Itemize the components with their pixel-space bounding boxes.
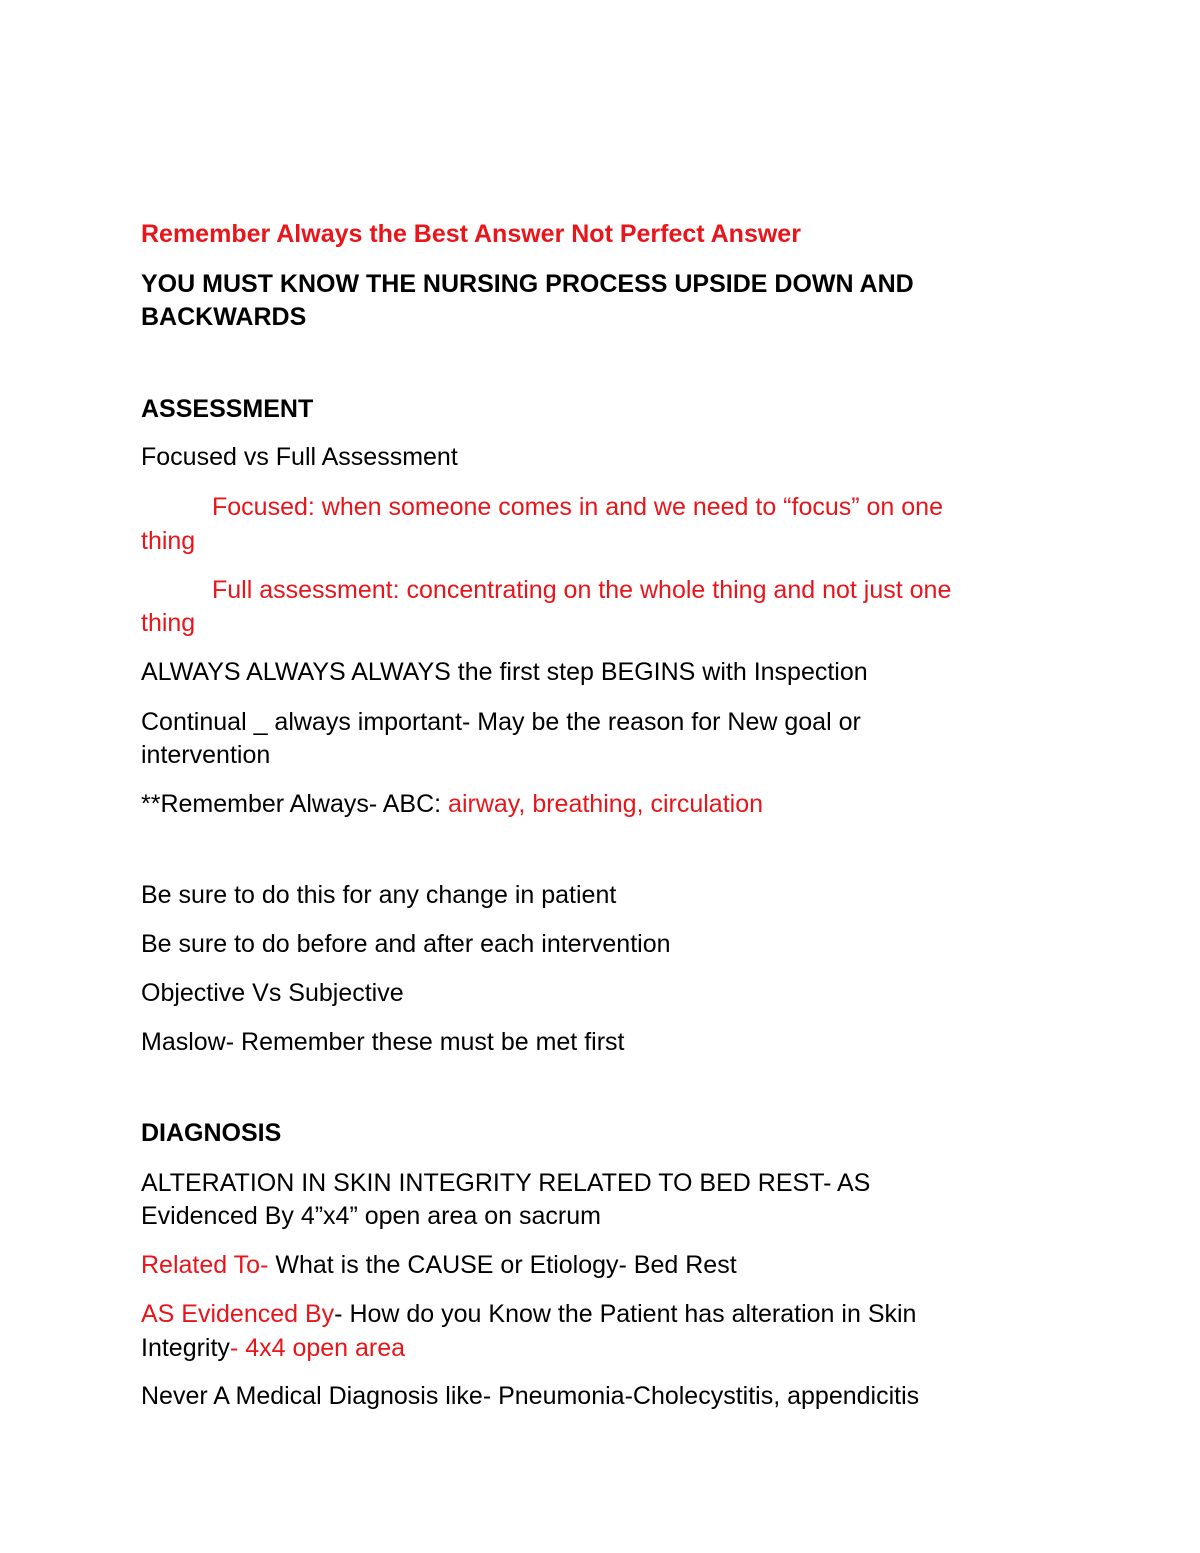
abc-reminder xyxy=(141,788,763,821)
abc-components: airway, breathing, circulation xyxy=(448,790,764,818)
aeb-open-area: - 4x4 open area xyxy=(229,1334,406,1362)
assessment-heading: ASSESSMENT xyxy=(141,395,314,423)
focused-vs-full: Focused vs Full Assessment xyxy=(141,443,458,471)
related-to-label: Related To- xyxy=(141,1251,269,1279)
abc-prefix: **Remember Always- ABC: xyxy=(141,790,449,818)
maslow-note: Maslow- Remember these must be met first xyxy=(141,1028,625,1056)
focused-definition-line-2: thing xyxy=(141,527,196,555)
header-note: Remember Always the Best Answer Not Perfect Answer xyxy=(141,220,801,248)
aeb-integrity: Integrity xyxy=(141,1334,230,1362)
as-evidenced-by-line-1 xyxy=(141,1298,916,1331)
focused-definition-line-1: Focused: when someone comes in and we need to “focus” on one xyxy=(212,493,943,521)
continual-line-2: intervention xyxy=(141,741,271,769)
diagnosis-example-line-1: ALTERATION IN SKIN INTEGRITY RELATED TO BED REST- AS xyxy=(141,1169,871,1197)
full-definition-line-1: Full assessment: concentrating on the whole thing and not just one xyxy=(212,576,952,604)
headline-line-1: YOU MUST KNOW THE NURSING PROCESS UPSIDE DOWN AND xyxy=(141,270,914,298)
diagnosis-heading: DIAGNOSIS xyxy=(141,1119,282,1147)
as-evidenced-by-line-2 xyxy=(141,1332,405,1365)
before-after-intervention: Be sure to do before and after each intervention xyxy=(141,930,671,958)
aeb-label: AS Evidenced By xyxy=(141,1300,335,1328)
aeb-text: - How do you Know the Patient has alteration in Skin xyxy=(334,1300,917,1328)
continual-line-1: Continual _ always important- May be the reason for New goal or xyxy=(141,708,861,736)
headline-line-2: BACKWARDS xyxy=(141,303,307,331)
full-definition-line-2: thing xyxy=(141,609,196,637)
change-in-patient: Be sure to do this for any change in patient xyxy=(141,881,617,909)
always-inspection: ALWAYS ALWAYS ALWAYS the first step BEGINS with Inspection xyxy=(141,658,868,686)
related-to-text: What is the CAUSE or Etiology- Bed Rest xyxy=(268,1251,737,1279)
related-to-line xyxy=(141,1249,737,1282)
objective-subjective: Objective Vs Subjective xyxy=(141,979,404,1007)
never-medical-diagnosis: Never A Medical Diagnosis like- Pneumonia-Cholecystitis, appendicitis xyxy=(141,1382,920,1410)
diagnosis-example-line-2: Evidenced By 4”x4” open area on sacrum xyxy=(141,1202,601,1230)
